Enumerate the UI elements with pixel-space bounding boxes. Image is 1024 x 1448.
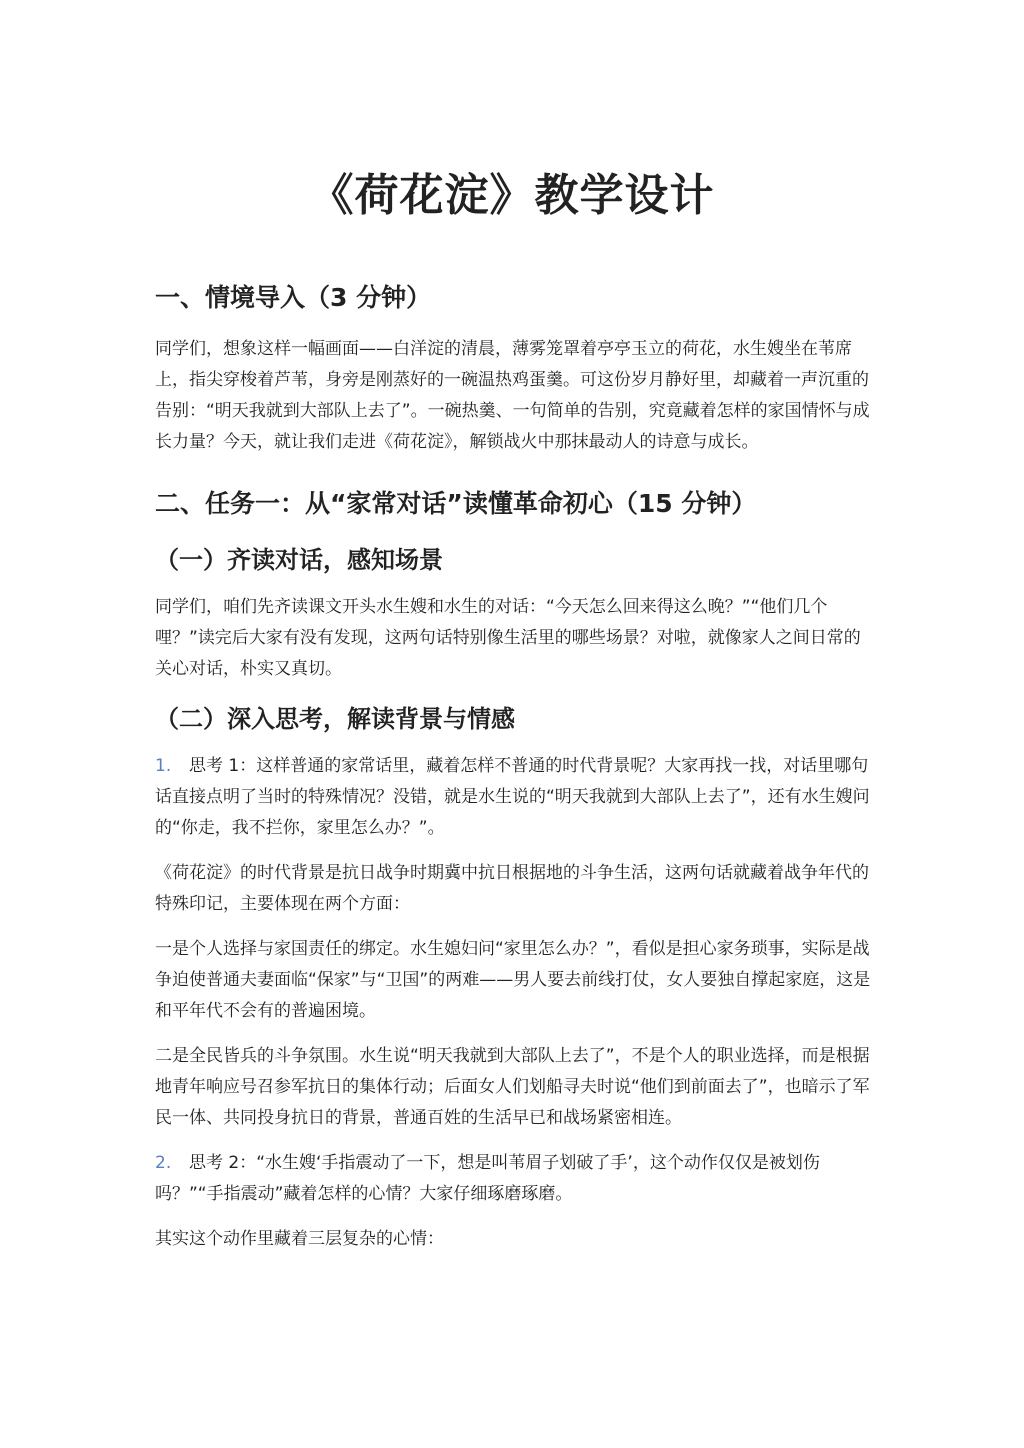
list-item-2 [155,1148,873,1210]
subsection-2-heading: （二）深入思考，解读背景与情感 [155,705,515,733]
list-number-2: 2. [155,1153,172,1173]
point-one-paragraph: 一是个人选择与家国责任的绑定。水生媳妇问“家里怎么办？”，看似是担心家务琐事，实际是战争迫使普通夫妻面临“保家”与“卫国”的两难——男人要去前线打仗，女人要独自撑起家庭，这是和平年代不会有的普遍困境。 [155,939,871,1021]
subsection-1-paragraph: 同学们，咱们先齐读课文开头水生嫂和水生的对话：“今天怎么回来得这么晚？”“他们几个哩？”读完后大家有没有发现，这两句话特别像生活里的哪些场景？对啦，就像家人之间日常的关心对话，朴实又真切。 [155,597,861,679]
section-1-paragraph: 同学们，想象这样一幅画面——白洋淀的清晨，薄雾笼罩着亭亭玉立的荷花，水生嫂坐在苇席上，指尖穿梭着芦苇，身旁是刚蒸好的一碗温热鸡蛋羹。可这份岁月静好里，却藏着一声沉重的告别：“明天我就到大部队上去了”。一碗热羹、一句简单的告别，究竟藏着怎样的家国情怀与成长力量？今天，就让我们走进《荷花淀》，解锁战火中那抹最动人的诗意与成长。 [155,339,870,452]
subsection-1-heading: （一）齐读对话，感知场景 [155,546,443,574]
background-paragraph: 《荷花淀》的时代背景是抗日战争时期冀中抗日根据地的斗争生活，这两句话就藏着战争年代的特殊印记，主要体现在两个方面： [155,863,869,914]
list-item-1 [155,751,873,844]
list-number-1: 1. [155,756,172,776]
list-item-1-text: 思考 1：这样普通的家常话里，藏着怎样不普通的时代背景呢？大家再找一找，对话里哪句话直接点明了当时的特殊情况？没错，就是水生说的“明天我就到大部队上去了”，还有水生嫂问的“你走，我不拦你，家里怎么办？”。 [155,756,870,838]
list-item-2-text: 思考 2：“水生嫂‘手指震动了一下，想是叫苇眉子划破了手’，这个动作仅仅是被划伤吗？”“手指震动”藏着怎样的心情？大家仔细琢磨琢磨。 [155,1153,820,1204]
closing-paragraph: 其实这个动作里藏着三层复杂的心情： [155,1229,444,1249]
section-1-heading: 一、情境导入（3 分钟） [155,283,432,312]
point-two-paragraph: 二是全民皆兵的斗争氛围。水生说“明天我就到大部队上去了”，不是个人的职业选择，而是根据地青年响应号召参军抗日的集体行动；后面女人们划船寻夫时说“他们到前面去了”，也暗示了军民一体、共同投身抗日的背景，普通百姓的生活早已和战场紧密相连。 [155,1046,870,1128]
document-body [155,278,873,1269]
section-2-heading: 二、任务一：从“家常对话”读懂革命初心（15 分钟） [155,489,757,518]
document-title: 《荷花淀》教学设计 [309,170,715,221]
